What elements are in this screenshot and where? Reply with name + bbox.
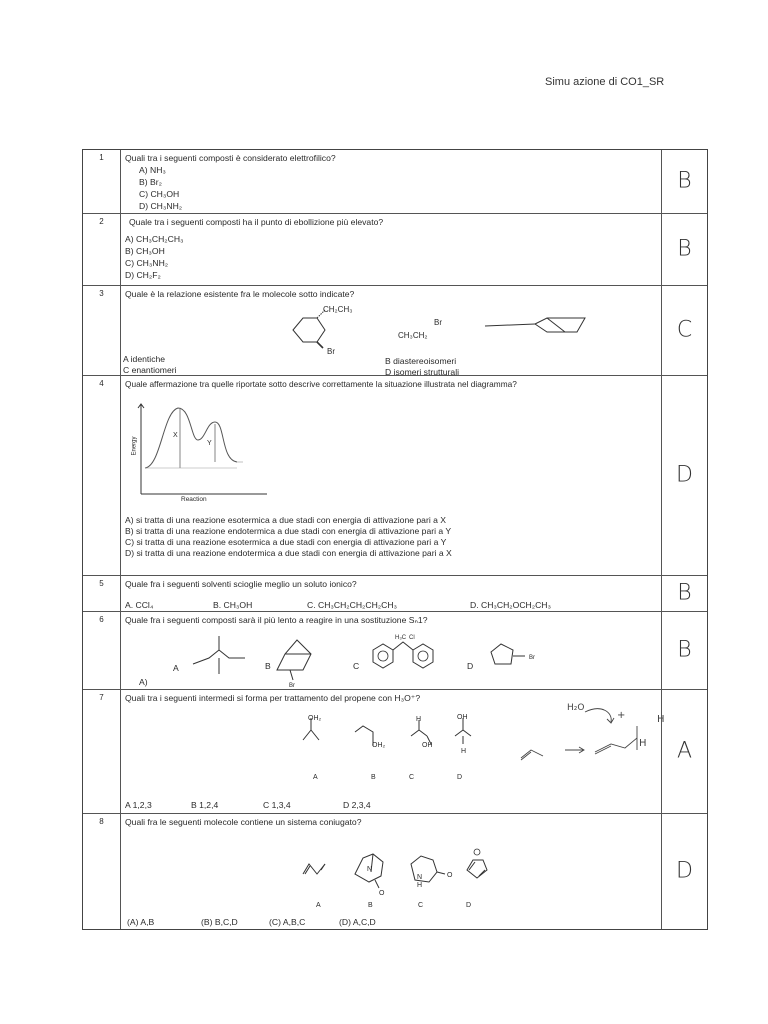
option-b: B 1,2,4 <box>191 800 219 810</box>
option-c: (C) A,B,C <box>269 917 306 927</box>
compound-label-a-extra: A) <box>139 677 148 687</box>
option-b: B) CH₃OH <box>125 246 165 256</box>
answer-cell <box>661 612 707 689</box>
question-number: 8 <box>83 814 121 929</box>
answer-cell <box>661 690 707 813</box>
option-d: D. CH₃CH₂OCH₂CH₃ <box>470 600 551 610</box>
option-c: C enantiomeri <box>123 365 177 375</box>
handwritten-reagent: H₂O <box>567 703 585 713</box>
question-number: 1 <box>83 150 121 213</box>
compound-label-a: A <box>173 663 179 673</box>
compound-label-c: C <box>353 661 360 671</box>
intermediate-structures <box>295 706 695 776</box>
hydrogen-label: H <box>461 748 467 755</box>
handwritten-answer: B <box>677 579 692 605</box>
question-body <box>125 378 657 573</box>
molecule-label-d: D <box>466 902 472 909</box>
question-row-4 <box>83 376 707 576</box>
question-body <box>125 216 657 283</box>
question-text: Quale fra i seguenti solventi scioglie meglio un soluto ionico? <box>125 579 357 589</box>
molecule-structures <box>125 628 595 688</box>
answer-cell <box>661 376 707 575</box>
option-c: C) si tratta di una reazione esotermica a due stadi con energia di attivazione pari a Y <box>125 537 447 547</box>
question-number: 4 <box>83 376 121 575</box>
compound-label-d: D <box>467 661 474 671</box>
option-d: D isomeri strutturali <box>385 367 460 377</box>
molecule-structures <box>295 844 495 894</box>
structure-label-c: C <box>409 774 415 781</box>
oxonium-label: OH₂ <box>308 715 322 722</box>
option-d: D 2,3,4 <box>343 800 371 810</box>
hydroxyl-label: OH <box>457 714 468 721</box>
answer-cell <box>661 214 707 285</box>
question-number: 3 <box>83 286 121 375</box>
question-row-2 <box>83 214 707 286</box>
answer-cell <box>661 576 707 611</box>
question-text: Quali fra le seguenti molecole contiene un sistema coniugato? <box>125 817 362 827</box>
bromine-label: Br <box>529 655 535 661</box>
peak-label-y: Y <box>207 440 212 447</box>
handwritten-answer: B <box>677 235 692 261</box>
substituent-label: Br <box>434 318 442 327</box>
option-a: A 1,2,3 <box>125 800 152 810</box>
question-row-5 <box>83 576 707 612</box>
document-title: Simu azione di CO1_SR <box>545 76 665 88</box>
option-b: B. CH₃OH <box>213 600 253 610</box>
handwritten-answer: C <box>676 316 693 342</box>
question-row-8 <box>83 814 707 929</box>
energy-diagram <box>133 402 273 502</box>
question-row-6 <box>83 612 707 690</box>
structure-label-b: B <box>371 774 376 781</box>
option-a: A. CCl₄ <box>125 600 154 610</box>
question-text: Quale affermazione tra quelle riportate sotto descrive correttamente la situazione illustrata nel diagramma? <box>125 379 517 389</box>
quiz-table <box>82 149 708 930</box>
question-row-7 <box>83 690 707 814</box>
handwritten-plus: + <box>617 710 626 721</box>
option-c: C) CH₃NH₂ <box>125 258 169 268</box>
y-axis-label: Energy <box>131 436 138 456</box>
question-body <box>125 152 657 211</box>
molecule-label-a: A <box>316 902 321 909</box>
option-d: (D) A,C,D <box>339 917 376 927</box>
question-row-3 <box>83 286 707 376</box>
handwritten-answer: B <box>677 636 692 662</box>
oxonium-label: OH₂ <box>372 742 386 749</box>
question-row-1 <box>83 150 707 214</box>
hydrogen-label: H <box>416 716 422 723</box>
hydroxyl-label: OH <box>422 742 433 749</box>
handwritten-answer: A <box>676 737 693 763</box>
question-number: 6 <box>83 612 121 689</box>
handwritten-answer: D <box>676 857 693 883</box>
handwritten-hydrogen: H <box>657 714 665 725</box>
option-b: B) Br₂ <box>139 177 162 187</box>
handwritten-hydrogen: H <box>639 738 647 749</box>
option-d: D) si tratta di una reazione endotermica a due stadi con energia di attivazione pari a X <box>125 548 452 558</box>
handwritten-answer: D <box>676 461 693 487</box>
question-number: 5 <box>83 576 121 611</box>
option-b: B) si tratta di una reazione endotermica a due stadi con energia di attivazione pari a Y <box>125 526 452 536</box>
question-text: Quali tra i seguenti composti è considerato elettrofilico? <box>125 153 336 163</box>
substituent-label: CH₃CH₂ <box>398 331 428 340</box>
question-body <box>125 692 665 811</box>
molecule-label-c: C <box>418 902 424 909</box>
substituent-label: Br <box>327 347 335 356</box>
answer-cell <box>661 286 707 375</box>
structure-label-a: A <box>313 774 318 781</box>
chlorine-label: Cl <box>409 635 415 641</box>
option-b: B diastereoisomeri <box>385 356 457 366</box>
question-text: Quali tra i seguenti intermedi si forma per trattamento del propene con H₃O⁺? <box>125 693 421 703</box>
question-number: 2 <box>83 214 121 285</box>
answer-cell <box>661 150 707 213</box>
option-a: A) CH₃CH₂CH₃ <box>125 234 184 244</box>
hydrogen-label: H <box>417 882 423 889</box>
question-text: Quale fra i seguenti composti sarà il più lento a reagire in una sostituzione Sₙ1? <box>125 615 428 625</box>
question-number: 7 <box>83 690 121 813</box>
compound-label-b: B <box>265 661 271 671</box>
answer-cell <box>661 814 707 929</box>
question-body <box>125 614 657 687</box>
nitrogen-label: N <box>417 874 423 881</box>
option-b: (B) B,C,D <box>201 917 238 927</box>
substituent-label: CH₂CH₃ <box>323 305 353 314</box>
option-c: C. CH₃CH₂CH₂CH₂CH₃ <box>307 600 398 610</box>
option-a: A identiche <box>123 354 166 364</box>
question-body <box>123 288 657 377</box>
option-d: D) CH₂F₂ <box>125 270 161 280</box>
question-body <box>125 578 657 609</box>
x-axis-label: Reaction <box>181 496 207 503</box>
peak-label-x: X <box>173 432 178 439</box>
option-a: A) si tratta di una reazione esotermica a due stadi con energia di attivazione pari a X <box>125 515 447 525</box>
molecule-label-b: B <box>368 902 373 909</box>
option-c: C) CH₃OH <box>139 189 180 199</box>
question-text: Quale è la relazione esistente fra le molecole sotto indicate? <box>125 289 355 299</box>
oxygen-label: O <box>447 872 453 879</box>
question-body <box>125 816 657 927</box>
methyl-label: H₃C <box>395 635 407 641</box>
handwritten-answer: B <box>677 167 692 193</box>
question-text: Quale tra i seguenti composti ha il punto di ebollizione più elevato? <box>129 217 384 227</box>
option-d: D) CH₃NH₂ <box>139 201 183 211</box>
option-a: (A) A,B <box>127 917 155 927</box>
bromine-label: Br <box>289 683 295 689</box>
oxygen-label: O <box>379 890 385 897</box>
option-a: A) NH₃ <box>139 165 166 175</box>
nitrogen-label: N <box>367 866 373 873</box>
structure-label-d: D <box>457 774 463 781</box>
option-c: C 1,3,4 <box>263 800 291 810</box>
